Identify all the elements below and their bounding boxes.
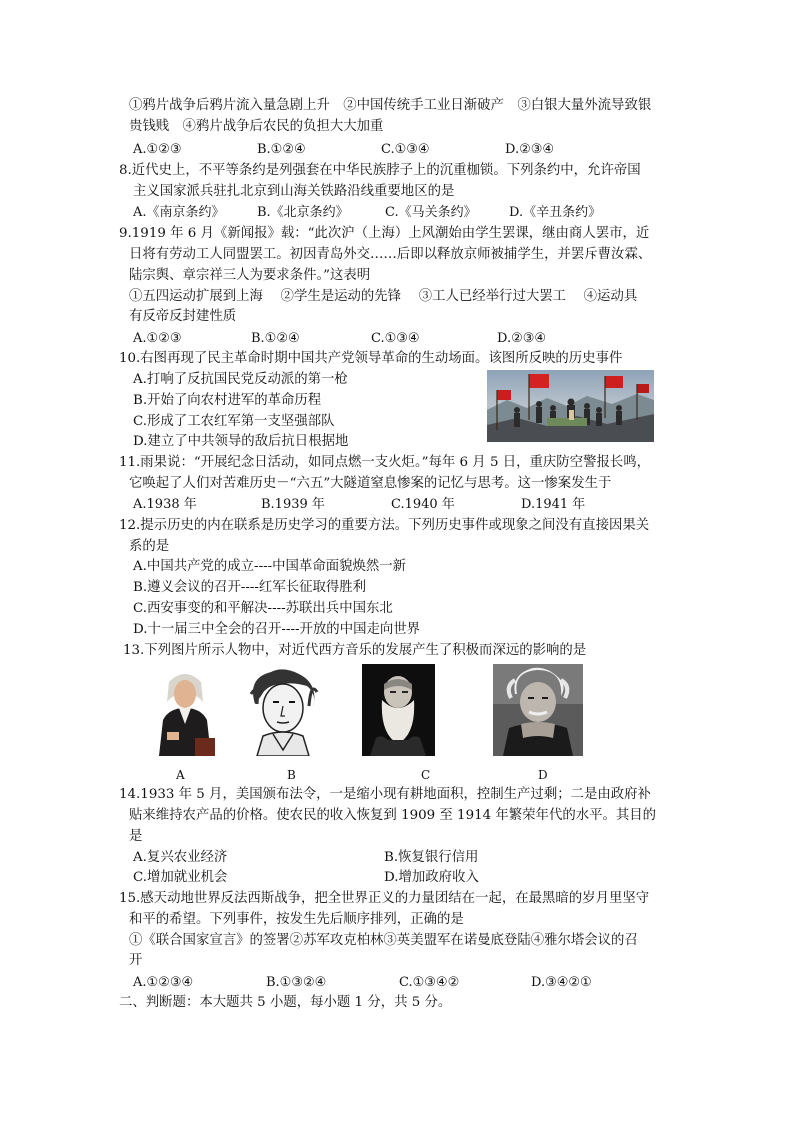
q14-stem-line-1: 14.1933 年 5 月，美国颁布法令，一是缩小现有耕地面积，控制生产过剩；二是由政府补 xyxy=(119,787,651,802)
portrait-c-image xyxy=(362,664,435,756)
q8-option-a: A.《南京条约》 xyxy=(133,205,225,220)
q11-stem-line-2: 它唤起了人们对苦难历史－“六五”大隧道窒息惨案的记忆与思考。这一惨案发生于 xyxy=(129,476,612,491)
q11-option-a: A.1938 年 xyxy=(133,497,197,512)
q10-option-b: B.开始了向农村进军的革命历程 xyxy=(133,393,322,408)
q7-option-a: A.①②③ xyxy=(133,142,182,157)
q12-stem-line-1: 12.提示历史的内在联系是历史学习的重要方法。下列历史事件或现象之间没有直接因果关 xyxy=(119,518,650,533)
revolution-scene-image xyxy=(487,370,654,442)
q14-stem-line-2: 贴来维持农产品的价格。使农民的收入恢复到 1909 至 1914 年繁荣年代的水平。其目的 xyxy=(129,808,657,823)
q12-stem-line-2: 系的是 xyxy=(129,539,170,554)
q15-stem-line-4: 开 xyxy=(129,953,143,968)
portrait-b-image xyxy=(237,664,329,756)
q7-option-b: B.①②④ xyxy=(257,142,306,157)
q8-stem-line-2: 主义国家派兵驻扎北京到山海关铁路沿线重要地区的是 xyxy=(133,184,455,199)
q7-option-d: D.②③④ xyxy=(505,142,555,157)
q9-option-c: C.①③④ xyxy=(371,331,420,346)
q11-stem-line-1: 11.雨果说：“开展纪念日活动，如同点燃一支火炬。”每年 6 月 5 日，重庆防空警报长鸣， xyxy=(119,455,651,470)
q15-stem-line-2: 和平的希望。下列事件，按发生先后顺序排列，正确的是 xyxy=(129,912,464,927)
portrait-a-image xyxy=(149,664,222,756)
portrait-a-label: A xyxy=(176,768,185,782)
q10-stem: 10.右图再现了民主革命时期中国共产党领导革命的生动场面。该图所反映的历史事件 xyxy=(119,351,623,366)
q11-option-d: D.1941 年 xyxy=(521,497,586,512)
q15-option-a: A.①②③④ xyxy=(133,975,194,990)
section-2-heading: 二、判断题：本大题共 5 小题，每小题 1 分，共 5 分。 xyxy=(119,995,452,1010)
q12-option-b: B.遵义会议的召开----红军长征取得胜利 xyxy=(133,580,367,595)
portrait-b-icon xyxy=(237,664,329,756)
q9-stem-line-5: 有反帝反封建性质 xyxy=(129,309,237,324)
q14-option-a: A.复兴农业经济 xyxy=(133,850,228,865)
q7-stem-line-2: 贵钱贱 ④鸦片战争后农民的负担大大加重 xyxy=(129,119,384,134)
q9-option-b: B.①②④ xyxy=(251,331,300,346)
q10-revolution-painting xyxy=(487,370,654,442)
q15-option-c: C.①③④② xyxy=(399,975,460,990)
q12-option-d: D.十一届三中全会的召开----开放的中国走向世界 xyxy=(133,622,421,637)
q12-option-c: C.西安事变的和平解决----苏联出兵中国东北 xyxy=(133,601,393,616)
q10-option-c: C.形成了工农红军第一支坚强部队 xyxy=(133,414,335,429)
q9-stem-line-4: ①五四运动扩展到上海 ②学生是运动的先锋 ③工人已经举行过大罢工 ④运动具 xyxy=(129,289,638,304)
q15-stem-line-3: ①《联合国家宣言》的签署②苏军攻克柏林③英美盟军在诺曼底登陆④雅尔塔会议的召 xyxy=(129,933,638,948)
q11-option-c: C.1940 年 xyxy=(391,497,455,512)
q9-stem-line-3: 陆宗舆、章宗祥三人为要求条件。”这表明 xyxy=(129,268,371,283)
q14-option-b: B.恢复银行信用 xyxy=(384,850,479,865)
portrait-d-image xyxy=(493,664,583,756)
q9-stem-line-2: 日将有劳动工人同盟罢工。初因青岛外交……后即以释放京师被捕学生，并罢斥曹汝霖、 xyxy=(129,247,652,262)
portrait-c-icon xyxy=(362,664,435,756)
q14-option-c: C.增加就业机会 xyxy=(133,870,228,885)
q10-option-a: A.打响了反抗国民党反动派的第一枪 xyxy=(133,372,348,387)
portrait-b-label: B xyxy=(287,768,296,782)
q12-option-a: A.中国共产党的成立----中国革命面貌焕然一新 xyxy=(133,559,407,574)
portrait-d-icon xyxy=(493,664,583,756)
q9-stem-line-1: 9.1919 年 6 月《新闻报》载：“此次沪（上海）上风潮始由学生罢课，继由商人罢市，近 xyxy=(119,226,650,241)
q11-option-b: B.1939 年 xyxy=(261,497,325,512)
portrait-a-icon xyxy=(149,664,222,756)
q7-option-c: C.①③④ xyxy=(381,142,430,157)
q8-stem-line-1: 8.近代史上，不平等条约是列强套在中华民族脖子上的沉重枷锁。下列条约中，允许帝国 xyxy=(119,163,641,178)
q10-option-d: D.建立了中共领导的敌后抗日根据地 xyxy=(133,434,349,449)
portrait-d-label: D xyxy=(538,768,548,782)
q15-stem-line-1: 15.感天动地世界反法西斯战争，把全世界正义的力量团结在一起，在最黑暗的岁月里坚守 xyxy=(119,891,650,906)
portrait-c-label: C xyxy=(421,768,431,782)
q8-option-c: C.《马关条约》 xyxy=(385,205,477,220)
q13-stem: 13.下列图片所示人物中，对近代西方音乐的发展产生了积极而深远的影响的是 xyxy=(123,643,587,658)
q9-option-a: A.①②③ xyxy=(133,331,182,346)
q15-option-b: B.①③②④ xyxy=(266,975,327,990)
q14-option-d: D.增加政府收入 xyxy=(384,870,479,885)
q8-option-b: B.《北京条约》 xyxy=(257,205,349,220)
q15-option-d: D.③④②① xyxy=(531,975,592,990)
q7-stem-line-1: ①鸦片战争后鸦片流入量急剧上升 ②中国传统手工业日渐破产 ③白银大量外流导致银 xyxy=(129,98,652,113)
q14-stem-line-3: 是 xyxy=(129,829,143,844)
q9-option-d: D.②③④ xyxy=(497,331,547,346)
q8-option-d: D.《辛丑条约》 xyxy=(509,205,602,220)
